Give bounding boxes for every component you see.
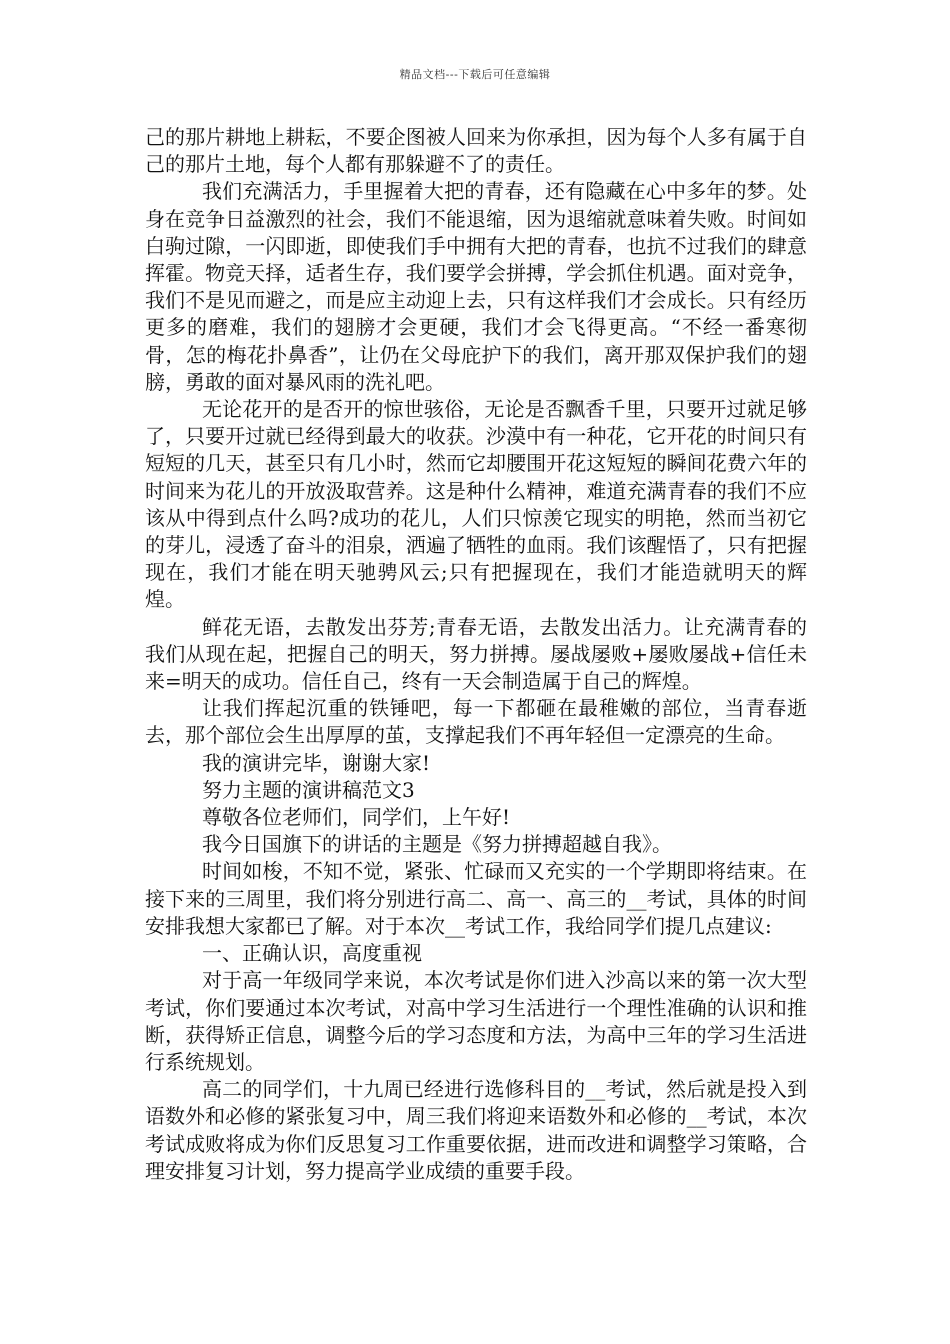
closing-line: 我的演讲完毕，谢谢大家! — [202, 750, 431, 775]
document-body — [145, 124, 807, 1185]
paragraph: 鲜花无语，去散发出芬芳;青春无语，去散发出活力。让充满青春的我们从现在起，把握自己的明天，努力拼搏。屡战屡败+屡败屡战+信任未来=明天的成功。信任自己，终有一天会制造属于自己的辉煌。 — [145, 614, 807, 694]
paragraph: 己的那片耕地上耕耘，不要企图被人回来为你承担，因为每个人多有属于自己的那片土地，每个人都有那躲避不了的责任。 — [145, 125, 807, 177]
paragraph: 对于高一年级同学来说，本次考试是你们进入沙高以来的第一次大型考试，你们要通过本次考试，对高中学习生活进行一个理性准确的认识和推断，获得矫正信息，调整今后的学习态度和方法，为高中三年的学习生活进行系统规划。 — [145, 968, 807, 1074]
paragraph: 高二的同学们，十九周已经进行选修科目的__考试，然后就是投入到语数外和必修的紧张复习中，周三我们将迎来语数外和必修的__考试，本次考试成败将成为你们反思复习工作重要依据，进而改进和调整学习策略，合理安排复习计划，努力提高学业成绩的重要手段。 — [145, 1077, 807, 1183]
paragraph: 让我们挥起沉重的铁锤吧，每一下都砸在最稚嫩的部位，当青春逝去，那个部位会生出厚厚的茧，支撑起我们不再年轻但一定漂亮的生命。 — [145, 696, 807, 748]
section-title: 努力主题的演讲稿范文3 — [202, 777, 415, 802]
paragraph: 我们充满活力，手里握着大把的青春，还有隐藏在心中多年的梦。处身在竞争日益激烈的社会，我们不能退缩，因为退缩就意味着失败。时间如白驹过隙，一闪即逝，即使我们手中拥有大把的青春，也抗不过我们的肆意挥霍。物竞天择，适者生存，我们要学会拼搏，学会抓住机遇。面对竞争，我们不是见而避之，而是应主动迎上去，只有这样我们才会成长。只有经历更多的磨难，我们的翅膀才会更硬，我们才会飞得更高。“不经一番寒彻骨，怎的梅花扑鼻香”，让仍在父母庇护下的我们，离开那双保护我们的翅膀，勇敢的面对暴风雨的洗礼吧。 — [145, 179, 807, 394]
paragraph: 我今日国旗下的讲话的主题是《努力拼搏超越自我》。 — [202, 832, 672, 857]
subheading: 一、正确认识，高度重视 — [202, 941, 422, 966]
paragraph: 无论花开的是否开的惊世骇俗，无论是否飘香千里，只要开过就足够了，只要开过就已经得到最大的收获。沙漠中有一种花，它开花的时间只有短短的几天，甚至只有几小时，然而它却腰围开花这短短的瞬间花费六年的时间来为花儿的开放汲取营养。这是种什么精神，难道充满青春的我们不应该从中得到点什么吗?成功的花儿，人们只惊羡它现实的明艳，然而当初它的芽儿，浸透了奋斗的泪泉，洒遍了牺牲的血雨。我们该醒悟了，只有把握现在，我们才能在明天驰骋风云;只有把握现在，我们才能造就明天的辉煌。 — [145, 397, 807, 612]
page-header: 精品文档---下载后可任意编辑 — [399, 68, 551, 81]
paragraph: 时间如梭，不知不觉，紧张、忙碌而又充实的一个学期即将结束。在接下来的三周里，我们将分别进行高二、高一、高三的__考试，具体的时间安排我想大家都已了解。对于本次__考试工作，我给同学们提几点建议: — [145, 859, 807, 938]
greeting: 尊敬各位老师们，同学们，上午好! — [202, 805, 511, 830]
